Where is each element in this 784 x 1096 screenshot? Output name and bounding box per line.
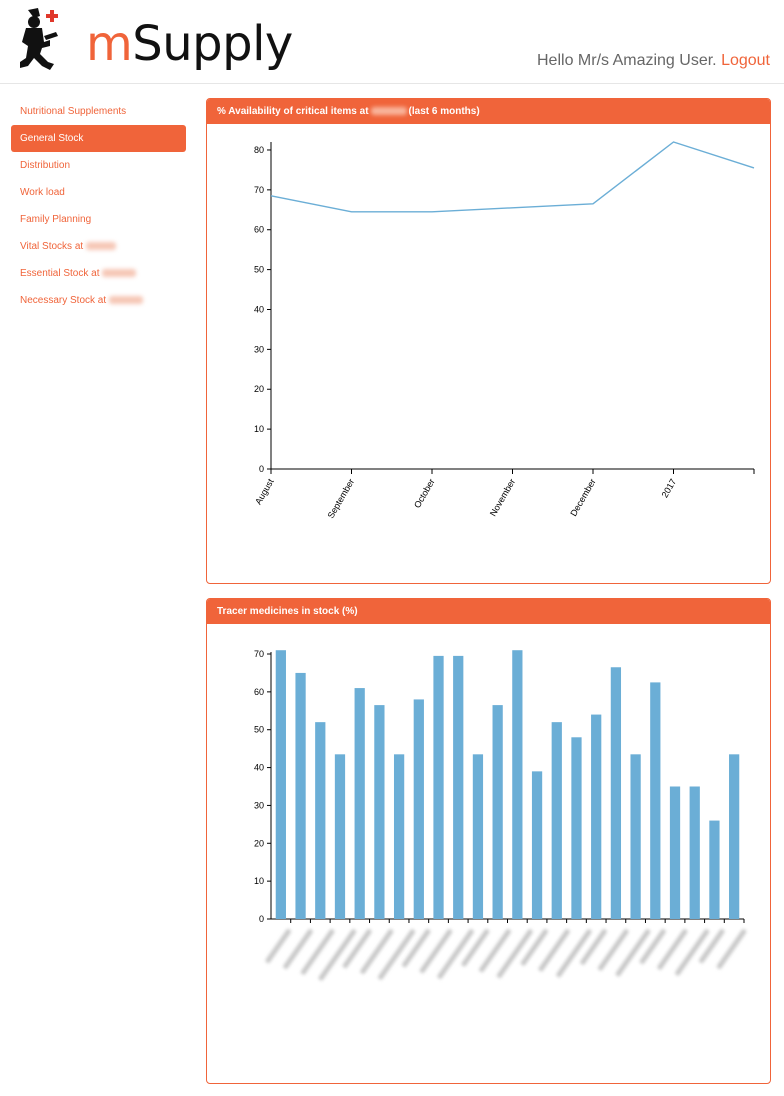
y-tick-label: 20 — [253, 838, 264, 849]
tracer-bar — [552, 722, 562, 919]
sidebar-item-essential-stock[interactable] — [11, 260, 186, 287]
x-tick-label: October — [412, 477, 437, 510]
logo-text-supply: Supply — [132, 16, 293, 72]
sidebar-item-label: Family Planning — [20, 214, 92, 225]
y-tick-label: 30 — [253, 800, 264, 811]
y-tick-label: 50 — [253, 724, 264, 735]
redacted-store-name — [371, 107, 407, 115]
tracer-bar — [335, 754, 345, 919]
sidebar-item-distribution[interactable] — [11, 152, 186, 179]
sidebar-item-general-stock[interactable] — [11, 125, 186, 152]
sidebar-item-label: Distribution — [20, 160, 71, 171]
redacted-category-label — [265, 928, 292, 964]
tracer-bar — [433, 656, 443, 919]
panel-title-suffix: (last 6 months) — [408, 106, 480, 117]
tracer-bar — [493, 705, 503, 919]
tracer-bar — [295, 673, 305, 919]
sidebar-item-work-load[interactable] — [11, 179, 186, 206]
tracer-bar — [512, 650, 522, 919]
y-tick-label: 0 — [258, 914, 264, 924]
y-tick-label: 0 — [258, 464, 264, 474]
tracer-bar-chart — [207, 624, 771, 1084]
x-tick-label: November — [487, 477, 518, 518]
y-tick-label: 80 — [253, 144, 264, 155]
tracer-bar — [473, 754, 483, 919]
logo-text-m: m — [86, 16, 133, 72]
greeting-text: Hello Mr/s Amazing User. — [537, 52, 717, 69]
sidebar-item-label: Essential Stock at — [20, 268, 100, 279]
header — [0, 0, 784, 84]
tracer-bar — [709, 821, 719, 919]
y-tick-label: 70 — [253, 184, 264, 195]
tracer-bar — [729, 754, 739, 919]
redacted-store-name — [86, 242, 116, 250]
sidebar-item-label: Nutritional Supplements — [20, 106, 127, 117]
y-tick-label: 10 — [253, 424, 264, 435]
tracer-bar — [414, 699, 424, 919]
tracer-bar — [315, 722, 325, 919]
availability-panel-title — [207, 99, 770, 124]
y-tick-label: 20 — [253, 384, 264, 395]
sidebar-item-label: Vital Stocks at — [20, 241, 84, 252]
availability-series-line — [271, 142, 754, 212]
sidebar-item-vital-stocks[interactable] — [11, 233, 186, 260]
availability-panel — [206, 98, 771, 584]
sidebar-item-family-planning[interactable] — [11, 206, 186, 233]
x-tick-label: December — [568, 477, 598, 518]
sidebar-item-nutritional-supplements[interactable] — [11, 98, 186, 125]
x-tick-label: September — [325, 477, 357, 521]
y-tick-label: 30 — [253, 344, 264, 355]
sidebar-item-label: Necessary Stock at — [20, 295, 107, 306]
x-tick-label: 2017 — [659, 477, 679, 500]
tracer-bar — [670, 787, 680, 920]
tracer-panel-title — [207, 599, 770, 624]
tracer-bar — [453, 656, 463, 919]
user-greeting — [537, 52, 770, 70]
y-tick-label: 60 — [253, 686, 264, 697]
x-tick-label: August — [253, 477, 276, 507]
tracer-bar — [276, 650, 286, 919]
tracer-bar — [532, 771, 542, 919]
redacted-category-label — [639, 928, 667, 964]
tracer-bar — [394, 754, 404, 919]
redacted-store-name — [102, 269, 136, 277]
availability-line-chart — [207, 124, 771, 584]
tracer-bar — [571, 737, 581, 919]
msupply-logo[interactable] — [14, 6, 304, 76]
sidebar-nav — [11, 98, 186, 314]
tracer-bar — [690, 787, 700, 920]
panel-title-prefix: % Availability of critical items at — [217, 106, 369, 117]
sidebar-item-label: Work load — [20, 187, 65, 198]
sidebar-item-necessary-stock[interactable] — [11, 287, 186, 314]
tracer-bar — [630, 754, 640, 919]
panel-title: Tracer medicines in stock (%) — [217, 606, 358, 617]
y-tick-label: 70 — [253, 649, 264, 659]
tracer-bar — [374, 705, 384, 919]
y-tick-label: 40 — [253, 304, 264, 315]
sidebar-item-label: General Stock — [20, 133, 84, 144]
tracer-bar — [650, 682, 660, 919]
tracer-bar — [591, 715, 601, 919]
y-tick-label: 50 — [253, 264, 264, 275]
tracer-bar — [611, 667, 621, 919]
y-tick-label: 60 — [253, 224, 264, 235]
y-tick-label: 40 — [253, 762, 264, 773]
tracer-panel — [206, 598, 771, 1084]
tracer-bar — [355, 688, 365, 919]
logout-link[interactable]: Logout — [721, 52, 770, 69]
pharmacist-mascot-icon — [14, 6, 74, 76]
y-tick-label: 10 — [253, 876, 264, 887]
redacted-store-name — [109, 296, 143, 304]
